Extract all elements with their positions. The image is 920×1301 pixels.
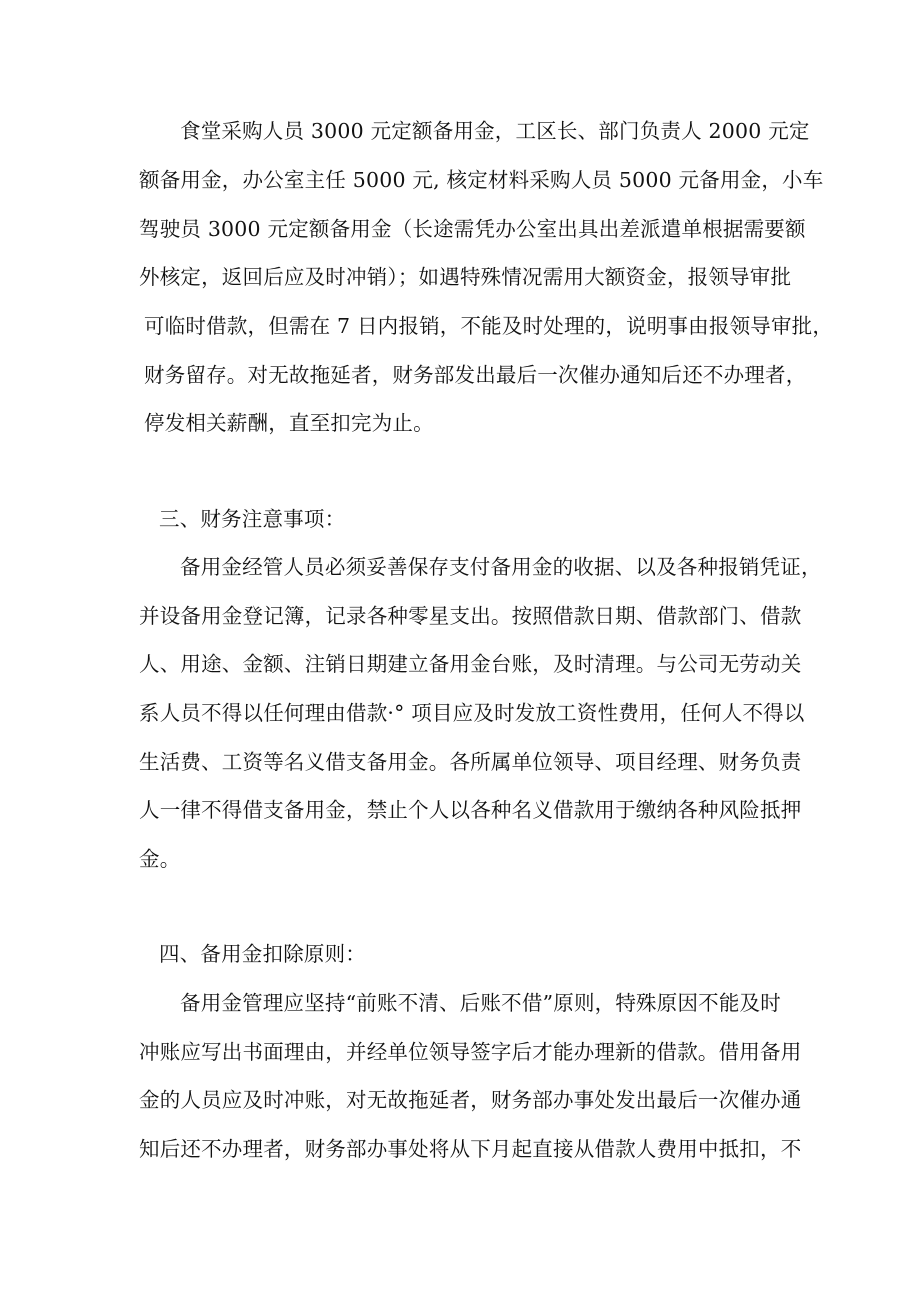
paragraph-1-line-1: 食堂采购人员 3000 元定额备用金，工区长、部门负责人 2000 元定 — [180, 119, 810, 143]
paragraph-4-line-2: 冲账应写出书面理由，并经单位领导签字后才能办理新的借款。借用备用 — [139, 1040, 802, 1064]
paragraph-1-line-5: 可临时借款，但需在 7 日内报销，不能及时处理的，说明事由报领导审批， — [144, 314, 834, 338]
section-4-heading: 四、备用金扣除原则： — [159, 942, 366, 966]
paragraph-1-line-4: 外核定，返回后应及时冲销）；如遇特殊情况需用大额资金，报领导审批 — [139, 265, 792, 289]
paragraph-3-line-4: 系人员不得以任何理由借款·° 项目应及时发放工资性费用，任何人不得以 — [139, 701, 805, 725]
section-3-heading: 三、财务注意事项： — [159, 507, 346, 531]
paragraph-4-line-1: 备用金管理应坚持“前账不清、后账不借”原则，特殊原因不能及时 — [180, 991, 781, 1015]
paragraph-1-line-7: 停发相关薪酬，直至扣完为止。 — [144, 411, 434, 435]
paragraph-3-line-2: 并设备用金登记簿，记录各种零星支出。按照借款日期、借款部门、借款 — [139, 604, 802, 628]
paragraph-1-line-3: 驾驶员 3000 元定额备用金（长途需凭办公室出具出差派遣单根据需要额 — [139, 217, 806, 241]
paragraph-1-line-2: 额备用金，办公室主任 5000 元, 核定材料采购人员 5000 元备用金，小车 — [139, 168, 824, 192]
paragraph-3-line-3: 人、用途、金额、注销日期建立备用金台账，及时清理。与公司无劳动关 — [139, 652, 802, 676]
paragraph-3-line-1: 备用金经管人员必须妥善保存支付备用金的收据、以及各种报销凭证， — [180, 555, 822, 579]
paragraph-3-line-7: 金。 — [139, 847, 181, 871]
paragraph-4-line-4: 知后还不办理者，财务部办事处将从下月起直接从借款人费用中抵扣，不 — [139, 1137, 802, 1161]
paragraph-3-line-6: 人一律不得借支备用金，禁止个人以各种名义借款用于缴纳各种风险抵押 — [139, 798, 802, 822]
paragraph-4-line-3: 金的人员应及时冲账，对无故拖延者，财务部办事处发出最后一次催办通 — [139, 1088, 802, 1112]
paragraph-1-line-6: 财务留存。对无故拖延者，财务部发出最后一次催办通知后还不办理者， — [144, 363, 807, 387]
paragraph-3-line-5: 生活费、工资等名义借支备用金。各所属单位领导、项目经理、财务负责 — [139, 750, 802, 774]
